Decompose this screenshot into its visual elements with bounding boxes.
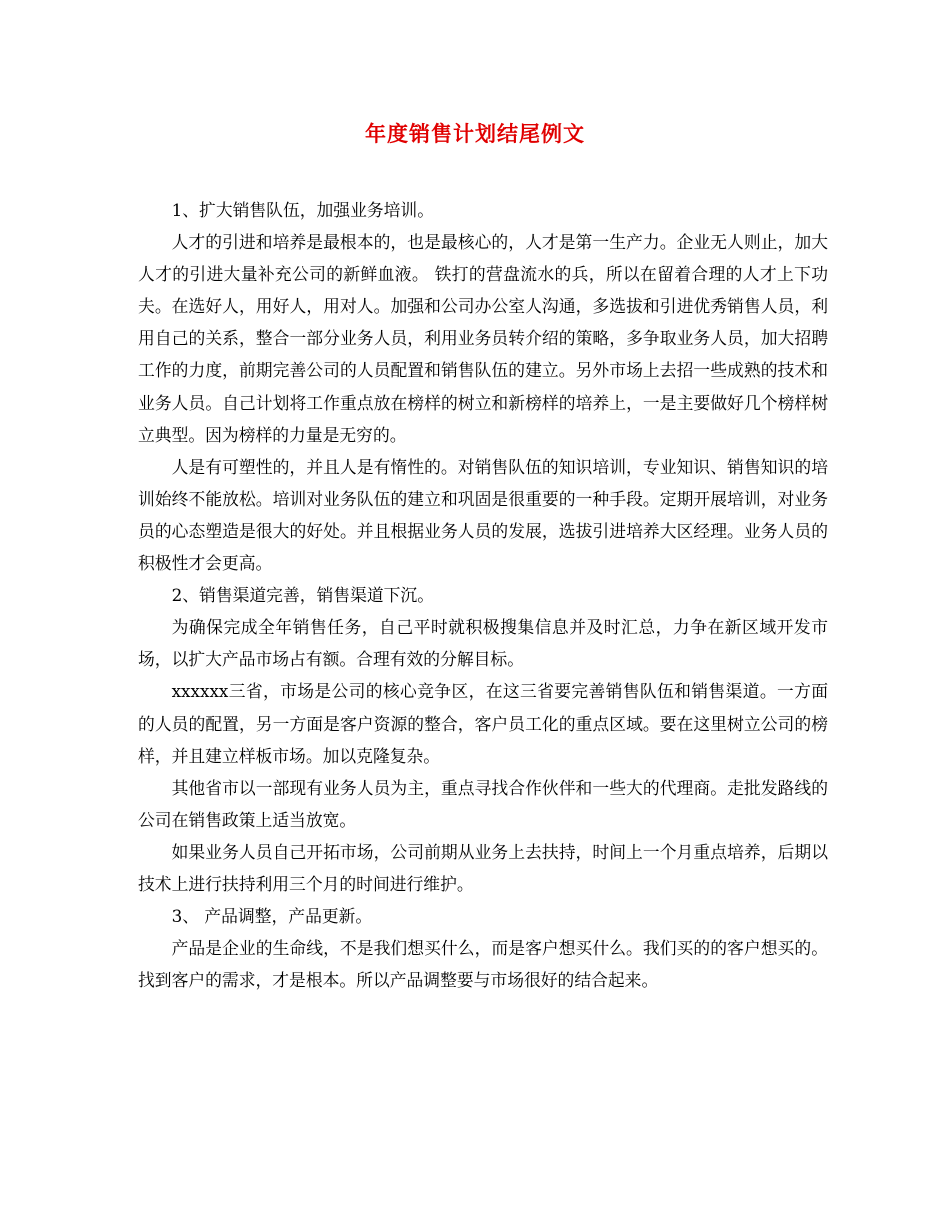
paragraph-6: xxxxxx三省，市场是公司的核心竞争区，在这三省要完善销售队伍和销售渠道。一方面的人员的配置，另一方面是客户资源的整合，客户员工化的重点区域。要在这里树立公司的榜样，并且建立样板市场。加以克隆复杂。 xyxy=(138,681,828,766)
document-title: 年度销售计划结尾例文 xyxy=(365,121,585,146)
paragraph-2: 人才的引进和培养是最根本的，也是最核心的，人才是第一生产力。企业无人则止，加大人才的引进大量补充公司的新鲜血液。 铁打的营盘流水的兵，所以在留着合理的人才上下功夫。在选好人，用好人，用对人。加强和公司办公室人沟通，多选拔和引进优秀销售人员，利用自己的关系，整合一部分业务人员，利用业务员转介绍的策略，多争取业务人员，加大招聘工作的力度，前期完善公司的人员配置和销售队伍的建立。另外市场上去招一些成熟的技术和业务人员。自己计划将工作重点放在榜样的树立和新榜样的培养上，一是主要做好几个榜样树立典型。因为榜样的力量是无穷的。 xyxy=(138,232,828,445)
document-body xyxy=(138,194,828,996)
paragraph-4: 2、销售渠道完善，销售渠道下沉。 xyxy=(171,585,434,606)
paragraph-10: 产品是企业的生命线，不是我们想买什么，而是客户想买什么。我们买的的客户想买的。找到客户的需求，才是根本。所以产品调整要与市场很好的结合起来。 xyxy=(138,938,828,991)
paragraph-5: 为确保完成全年销售任务，自己平时就积极搜集信息并及时汇总，力争在新区域开发市场，以扩大产品市场占有额。合理有效的分解目标。 xyxy=(138,617,828,670)
paragraph-9: 3、 产品调整，产品更新。 xyxy=(171,906,373,927)
paragraph-3: 人是有可塑性的，并且人是有惰性的。对销售队伍的知识培训，专业知识、销售知识的培训始终不能放松。培训对业务队伍的建立和巩固是很重要的一种手段。定期开展培训，对业务员的心态塑造是很大的好处。并且根据业务人员的发展，选拔引进培养大区经理。业务人员的积极性才会更高。 xyxy=(138,456,828,574)
paragraph-7: 其他省市以一部现有业务人员为主，重点寻找合作伙伴和一些大的代理商。走批发路线的公司在销售政策上适当放宽。 xyxy=(138,777,828,830)
paragraph-1: 1、扩大销售队伍，加强业务培训。 xyxy=(171,200,434,220)
paragraph-8: 如果业务人员自己开拓市场，公司前期从业务上去扶持，时间上一个月重点培养，后期以技术上进行扶持利用三个月的时间进行维护。 xyxy=(138,841,828,894)
